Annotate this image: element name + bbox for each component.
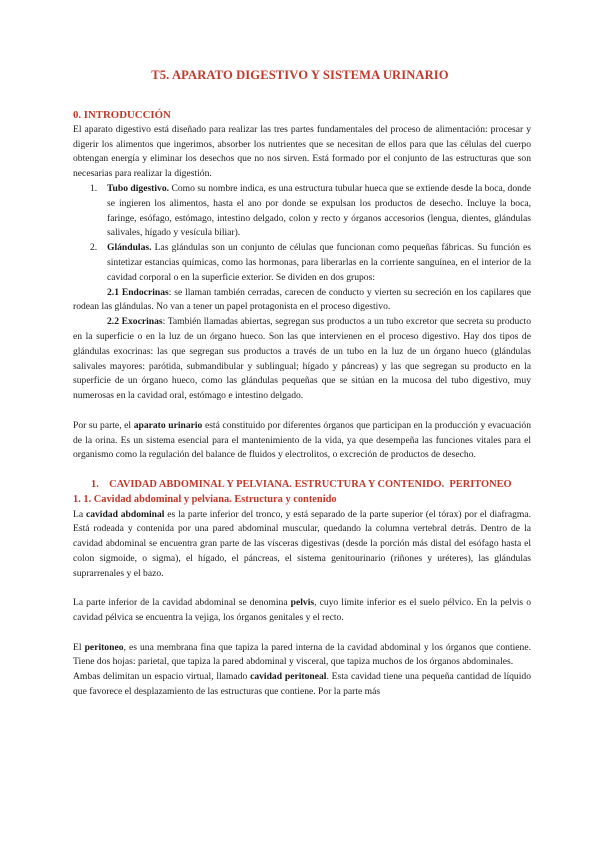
peritoneo-paragraph (73, 641, 531, 671)
term-tubo-digestivo: Tubo digestivo. (107, 182, 170, 194)
endocrinas-paragraph (73, 286, 531, 316)
list-number: 2. (90, 242, 98, 254)
endocrinas-text: : se llaman también cerradas, carecen de conducto y vierten su secreción en los capilares que rodean las glándulas. No van a tener un papel protagonista en el proceso digestivo. (73, 286, 531, 313)
p2-text: , cuyo límite inferior es el suelo pélvico. En la pelvis o cavidad pélvica se encuentra la vejiga, los órganos genitales y el recto. (73, 597, 531, 624)
term-exocrinas: 2.2 Exocrinas (107, 316, 163, 328)
exocrinas-text: : También llamadas abiertas, segregan sus productos a un tubo excretor que secreta su producto en la superficie o en la luz de un órgano hueco. Son las que intervienen en el proceso digestivo. Hay dos tipos de glándulas exocrinas: las que segregan sus productos a través de un tubo en la luz de un órgano hueco (glándulas salivales mayores: parótida, submandibular y sublingual; hígado y páncreas) y las que segregan su producto en la superficie de un órgano hueco, como las glándulas pequeñas que se sitúan en la mucosa del tubo digestivo, muy numerosas en la cavidad oral, estómago e intestino delgado. (73, 316, 531, 402)
term-peritoneo: peritoneo (84, 641, 124, 653)
list-item-tubo-digestivo (73, 182, 531, 241)
cavidad-abdominal-paragraph (73, 508, 531, 582)
document-title: T5. APARATO DIGESTIVO Y SISTEMA URINARIO (151, 68, 449, 82)
p3-pre: El (73, 641, 85, 653)
pelvis-paragraph (73, 596, 531, 626)
section1-subheading: 1. 1. Cavidad abdominal y pelviana. Estructura y contenido (73, 493, 337, 505)
section1-heading: 1. CAVIDAD ABDOMINAL Y PELVIANA. ESTRUCTURA Y CONTENIDO. PERITONEO (91, 478, 512, 490)
term-aparato-urinario: aparato urinario (133, 419, 203, 431)
document-body (73, 108, 531, 700)
term-endocrinas: 2.1 Endocrinas (107, 286, 169, 298)
term-glandulas: Glándulas. (107, 242, 152, 254)
urinario-text: está constituido por diferentes órganos que participan en la producción y evacuación de la orina. Es un sistema esencial para el mantenimiento de la vida, ya que desempeña las funciones vitales para el organismo como la regulación del balance de fluidos y electrolitos, o excreción de productos de desecho. (73, 419, 531, 461)
p3-text: , es una membrana fina que tapiza la pared interna de la cavidad abdominal y los órganos que contiene. Tiene dos hojas: parietal, que tapiza la pared abdominal y visceral, que tapiza muchos de los órganos abdominales. (73, 641, 531, 668)
cavidad-peritoneal-paragraph (73, 670, 531, 700)
p4-text: . Esta cavidad tiene una pequeña cantidad de líquido que favorece el desplazamiento de las estructuras que contiene. Por la parte más (73, 671, 531, 698)
list-item-text: Como su nombre indica, es una estructura tubular hueca que se extiende desde la boca, donde se ingieren los alimentos, hasta el ano por donde se expulsan los productos de desecho. Incluye la boca, faringe, esófago, estómago, intestino delgado, colon y recto y órganos accesorios (lengua, dientes, glándulas salivales, hígado y vesícula biliar). (107, 182, 531, 239)
term-pelvis: pelvis (290, 597, 315, 609)
intro-paragraph: El aparato digestivo está diseñado para realizar las tres partes fundamentales del proceso de alimentación: procesar y digerir los alimentos que ingerimos, absorber los nutrientes que se necesitan de ellos para que las células del cuerpo obtengan energía y eliminar los desechos que no nos sirven. Está formado por el conjunto de las estructuras que son necesarias para realizar la digestión. (73, 123, 531, 180)
list-item-glandulas (73, 241, 531, 285)
exocrinas-paragraph (73, 315, 531, 404)
list-item-text: Las glándulas son un conjunto de células que funcionan como pequeñas fábricas. Su función es sintetizar estancias químicas, como las hormonas, para liberarlas en la corriente sanguínea, en el interior de la cavidad corporal o en la superficie exterior. Se dividen en dos grupos: (107, 242, 531, 283)
urinario-pre: Por su parte, el (73, 419, 134, 431)
p1-text: es la parte inferior del tronco, y está separado de la parte superior (el tórax) por el diafragma. Está rodeada y contenida por una pared abdominal muscular, quedando la columna vertebral detrás. Dentro de la cavidad abdominal se encuentra gran parte de las vísceras digestivas (desde la porción más distal del esófago hasta el colon sigmoide, o sigma), el hígado, el páncreas, el sistema genitourinario (riñones y uréteres), las glándulas suprarrenales y el bazo. (73, 508, 531, 579)
p4-pre: Ambas delimitan un espacio virtual, llamado (73, 671, 251, 683)
term-cavidad-peritoneal: cavidad peritoneal (250, 671, 327, 683)
term-cavidad-abdominal: cavidad abdominal (85, 508, 165, 520)
intro-heading: 0. INTRODUCCIÓN (73, 109, 171, 121)
p2-pre: La parte inferior de la cavidad abdominal se denomina (73, 597, 291, 609)
p1-pre: La (73, 508, 86, 520)
list-number: 1. (90, 182, 98, 194)
urinario-paragraph (73, 419, 531, 463)
